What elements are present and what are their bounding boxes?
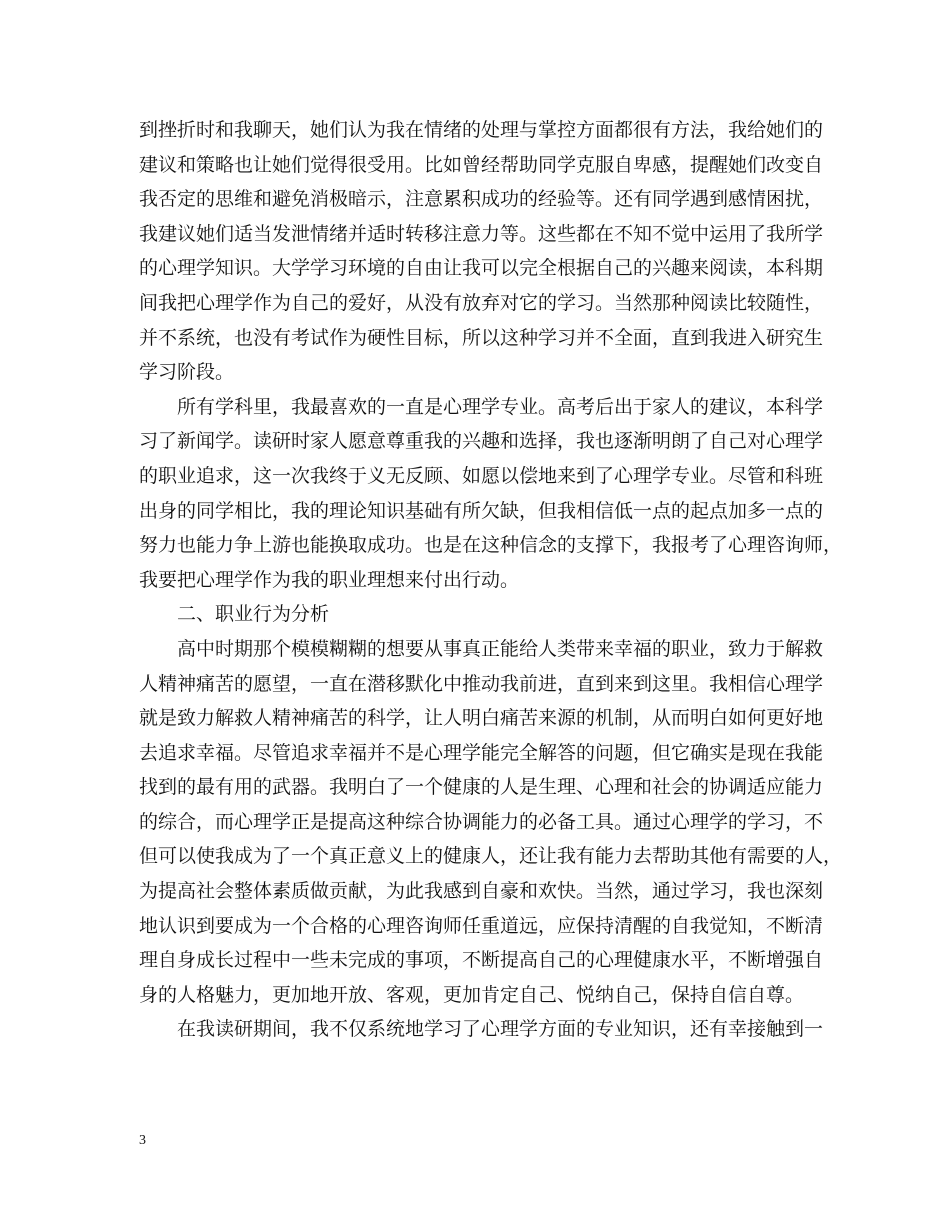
text-line: 的综合，而心理学正是提高这种综合协调能力的必备工具。通过心理学的学习，不 [139, 810, 824, 833]
text-line: 所有学科里，我最喜欢的一直是心理学专业。高考后出于家人的建议，本科学 [177, 395, 824, 418]
page-number: 3 [139, 1133, 146, 1148]
text-line: 努力也能力争上游也能换取成功。也是在这种信念的支撑下，我报考了心理咨询师， [139, 534, 843, 557]
text-line: 理自身成长过程中一些未完成的事项，不断提高自己的心理健康水平，不断增强自 [139, 949, 824, 972]
text-line: 建议和策略也让她们觉得很受用。比如曾经帮助同学克服自卑感，提醒她们改变自 [139, 153, 824, 176]
text-line: 二、职业行为分析 [177, 603, 330, 626]
text-line: 但可以使我成为了一个真正意义上的健康人，还让我有能力去帮助其他有需要的人， [139, 845, 843, 868]
text-line: 习了新闻学。读研时家人愿意尊重我的兴趣和选择，我也逐渐明朗了自己对心理学 [139, 430, 824, 453]
text-line: 我否定的思维和避免消极暗示，注意累积成功的经验等。还有同学遇到感情困扰， [139, 188, 824, 211]
text-line: 身的人格魅力，更加地开放、客观，更加肯定自己、悦纳自己，保持自信自尊。 [139, 983, 805, 1006]
text-line: 就是致力解救人精神痛苦的科学，让人明白痛苦来源的机制，从而明白如何更好地 [139, 707, 824, 730]
text-line: 人精神痛苦的愿望，一直在潜移默化中推动我前进，直到来到这里。我相信心理学 [139, 672, 824, 695]
text-line: 为提高社会整体素质做贡献，为此我感到自豪和欢快。当然，通过学习，我也深刻 [139, 880, 824, 903]
text-line: 我要把心理学作为我的职业理想来付出行动。 [139, 568, 520, 591]
text-line: 去追求幸福。尽管追求幸福并不是心理学能完全解答的问题，但它确实是现在我能 [139, 741, 824, 764]
text-line: 学习阶段。 [139, 361, 235, 384]
text-line: 的职业追求，这一次我终于义无反顾、如愿以偿地来到了心理学专业。尽管和科班 [139, 464, 824, 487]
text-line: 找到的最有用的武器。我明白了一个健康的人是生理、心理和社会的协调适应能力 [139, 776, 824, 799]
text-line: 的心理学知识。大学学习环境的自由让我可以完全根据自己的兴趣来阅读，本科期 [139, 257, 824, 280]
text-line: 出身的同学相比，我的理论知识基础有所欠缺，但我相信低一点的起点加多一点的 [139, 499, 824, 522]
body-text [139, 113, 843, 1047]
text-line: 间我把心理学作为自己的爱好，从没有放弃对它的学习。当然那种阅读比较随性， [139, 291, 824, 314]
text-line: 到挫折时和我聊天，她们认为我在情绪的处理与掌控方面都很有方法，我给她们的 [139, 119, 824, 141]
text-line: 在我读研期间，我不仅系统地学习了心理学方面的专业知识，还有幸接触到一 [177, 1018, 824, 1041]
text-line: 地认识到要成为一个合格的心理咨询师任重道远，应保持清醒的自我觉知，不断清 [139, 914, 824, 937]
text-line: 并不系统，也没有考试作为硬性目标，所以这种学习并不全面，直到我进入研究生 [139, 326, 824, 349]
text-line: 我建议她们适当发泄情绪并适时转移注意力等。这些都在不知不觉中运用了我所学 [139, 222, 824, 245]
text-line: 高中时期那个模模糊糊的想要从事真正能给人类带来幸福的职业，致力于解救 [177, 637, 824, 660]
